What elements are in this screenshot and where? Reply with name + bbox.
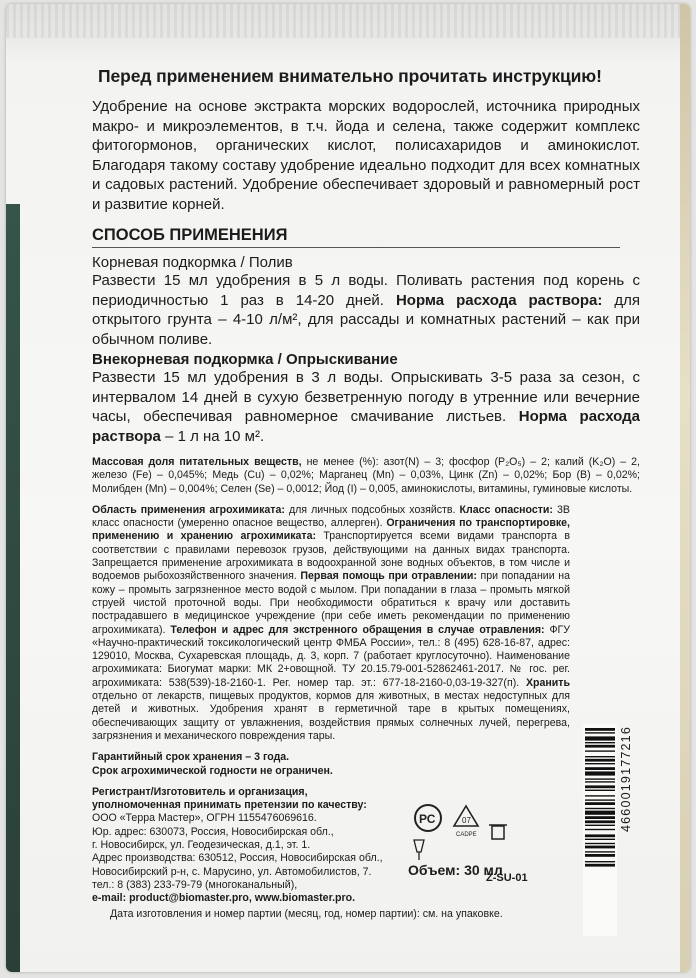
barcode-bar bbox=[585, 736, 615, 740]
glass-fork-icon bbox=[414, 840, 424, 860]
barcode-bar bbox=[585, 808, 615, 809]
barcode-bar bbox=[585, 834, 615, 837]
method-title: СПОСОБ ПРИМЕНЕНИЯ bbox=[92, 226, 288, 244]
safety-info: Область применения агрохимиката: для личных подсобных хозяйств. Класс опасности: 3В класс опасности (умеренно опасное вещество, аллерген). Ограничения по транспортировке, применению и хранению агрохимиката: Транспортируется всеми видами транспорта в соответствии с правилами перевозок грузов, действующими на данных видах транспорта. Запрещается применение агрохимиката в водоохранной зоне водных объектов, в том числе и водоемов рыбохозяйственного значения. Первая помощь при отравлении: при попадании на кожу – промыть загрязненное место водой с мылом. При попадании в глаза – промыть мягкой струей чистой проточной воды. При необходимости обратиться к врачу или доставить пострадавшего в медицинское учреждение (при себе иметь рекомендации по применению агрохимиката). Телефон и адрес для экстренного обращения в случае отравления: ФГУ «Научно-практический токсикологический центр ФМБА России», тел.: 8 (495) 628-16-87, адрес: 129010, Москва, Сухаревская площадь, д. 3, корп. 7 (работает круглосуточно). Наименование агрохимиката: Биогумат марки: МК 2+овощной. ТУ 20.15.79-001-52862461-2017. № гос. рег. агрохимиката: 538(539)-18-2160-1. Рег. номер тар. эт.: 677-18-2160-0,03-19-327(п). Хранить отдельно от лекарств, пищевых продуктов, кормов для животных, в местах недоступных для детей и животных. Удобрения хранят в герметичной таре в крытых помещениях, обеспечивающих защиту от увлажнения, воздействия прямых солнечных лучей, перегрева, загрязнения и механического повреждения тары. bbox=[92, 503, 571, 742]
headline: Перед применением внимательно прочитать инструкцию! bbox=[98, 66, 602, 86]
foliar-feeding-text: Развести 15 мл удобрения в 3 л воды. Опрыскивать 3-5 раза за сезон, с интервалом 14 дней в сухую безветренную погоду в утренние или вечерние часы, обеспечивая равномерное смачивание листьев. Норма расхода раствора – 1 л на 10 м². bbox=[92, 369, 640, 445]
volume-label: Объем: 30 мл bbox=[408, 862, 503, 878]
packet-crimp-top bbox=[6, 4, 690, 38]
root-feeding-text: Развести 15 мл удобрения в 5 л воды. Поливать растения под корень с периодичностью 1 раз в 14-20 дней. Норма расхода раствора: для открытого грунта – 4-10 л/м², для рассады и комнатных растений – как при обычном поливе. bbox=[92, 272, 641, 348]
barcode-bar bbox=[585, 742, 615, 743]
barcode-bar bbox=[585, 778, 615, 779]
root-feeding-title: Корневая подкормка / Полив bbox=[92, 254, 293, 271]
barcode-bar bbox=[585, 763, 615, 764]
label-text bbox=[92, 66, 640, 906]
norm-label: Норма расхода раствора bbox=[92, 408, 640, 445]
registrant-info: Регистрант/Изготовитель и организация, уполномоченная принимать претензии по качеству: ООО «Терра Мастер», ОГРН 1155476069616. Юр. адрес: 630073, Россия, Новосибирская обл., г. Новосибирск, ул. Геодезическая, д.1, эт. 1. Адрес производства: 630512, Россия, Новосибирская обл., Новосибирский р-н, с. Марусино, ул. Автомобилистов, 7. тел.: 8 (383) 233-79-79 (многоканальный), e-mail: product@biomaster.pro, www.biomaster.pro. bbox=[92, 785, 383, 905]
nutrients: Массовая доля питательных веществ, не менее (%): азот(N) – 3; фосфор (P₂O₅) – 2; калий (K₂O) – 2, железо (Fe) – 0,045%; Медь (Cu) – 0,02%; Марганец (Mn) – 0,03%, Цинк (Zn) – 0,02%; Бор (B) – 0,02%; Молибден (Mn) – 0,004%; Селен (Se) – 0,0012; Йод (I) – 0,005, аминокислоты, витамины, гуминовые кислоты. bbox=[92, 456, 640, 495]
production-date-note: Дата изготовления и номер партии (месяц, год, номер партии): см. на упаковке. bbox=[110, 908, 503, 920]
barcode-bar bbox=[585, 864, 615, 867]
barcode-bar bbox=[585, 795, 615, 796]
barcode-bar bbox=[585, 767, 615, 770]
barcode-bar bbox=[585, 854, 615, 857]
barcode-bar bbox=[585, 728, 615, 731]
barcode-bar bbox=[585, 861, 615, 862]
recycle-icon bbox=[454, 806, 478, 838]
barcode-bar bbox=[585, 825, 615, 826]
barcode-bar bbox=[585, 829, 615, 830]
intro-paragraph: Удобрение на основе экстракта морских водорослей, источника природных макро- и микроэлементов, в т.ч. йода и селена, также содержит комплекс фитогормонов, органических кислот, полисахаридов и аминокислот. Благодаря такому составу удобрение идеально подходит для всех комнатных и садовых растений. Удобрение обеспечивает здоровый и равномерный рост и развитие корней. bbox=[92, 98, 640, 213]
barcode-bar bbox=[585, 843, 615, 844]
barcode-bar bbox=[585, 802, 615, 805]
barcode-number: 4660019177216 bbox=[619, 726, 633, 832]
bin-icon bbox=[489, 825, 507, 839]
foliar-feeding-title: Внекорневая подкормка / Опрыскивание bbox=[92, 351, 398, 368]
divider bbox=[92, 247, 620, 248]
pct-mark-icon bbox=[415, 805, 441, 831]
packet-right-edge bbox=[680, 4, 690, 972]
barcode-bar bbox=[585, 851, 615, 852]
svg-text:РС: РС bbox=[419, 812, 436, 826]
barcode-bar bbox=[585, 745, 615, 748]
barcode-bar bbox=[585, 781, 615, 782]
barcode-bar bbox=[585, 799, 615, 800]
barcode-bar bbox=[585, 811, 615, 815]
packet-side-strip bbox=[6, 204, 20, 972]
shelf-life: Гарантийный срок хранения – 3 года. Срок агрохимической годности не ограничен. bbox=[92, 751, 333, 777]
svg-text:CADPE: CADPE bbox=[456, 832, 477, 838]
barcode-bar bbox=[585, 839, 615, 840]
barcode-bar bbox=[585, 756, 615, 757]
barcode-bar bbox=[585, 732, 615, 733]
norm-label: Норма расхода раствора: bbox=[395, 291, 603, 309]
svg-text:07: 07 bbox=[462, 816, 471, 825]
barcode-bar bbox=[585, 759, 615, 762]
barcode-bar bbox=[585, 816, 615, 819]
barcode-bar bbox=[585, 785, 615, 788]
batch-code: Z-SU-01 bbox=[486, 872, 528, 884]
barcode-bar bbox=[585, 771, 615, 775]
barcode-bar bbox=[585, 820, 615, 823]
barcode-bar bbox=[585, 790, 615, 791]
certification-icons bbox=[406, 800, 516, 870]
barcode-bar bbox=[585, 846, 615, 849]
barcode-bar bbox=[585, 750, 615, 751]
